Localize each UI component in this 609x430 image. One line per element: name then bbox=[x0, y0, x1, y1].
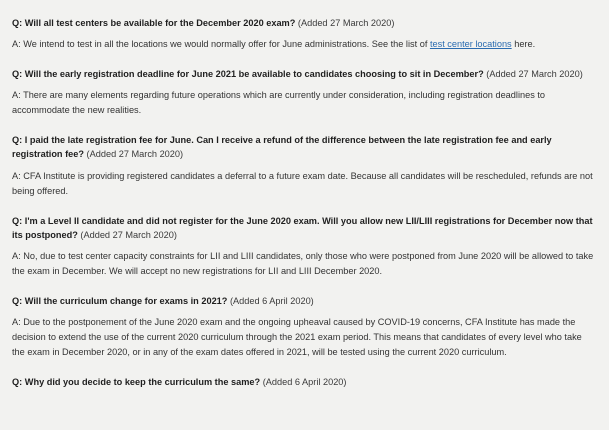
faq-question bbox=[12, 369, 597, 392]
answer-prefix: A: bbox=[12, 170, 21, 181]
question-prefix: Q: bbox=[12, 135, 23, 146]
test-center-locations-link[interactable]: test center locations bbox=[429, 39, 512, 50]
answer-prefix: A: bbox=[12, 39, 21, 50]
faq-item bbox=[12, 369, 597, 392]
question-prefix: Q: bbox=[12, 295, 23, 306]
answer-text: CFA Institute is providing registered candidates a deferral to a future exam date. Because all candidates will be rescheduled, refunds are not being offered. bbox=[12, 170, 593, 196]
question-added-date: (Added 27 March 2020) bbox=[80, 229, 177, 240]
question-prefix: Q: bbox=[12, 215, 23, 226]
answer-text-after-link: here. bbox=[511, 39, 536, 50]
answer-prefix: A: bbox=[12, 90, 21, 101]
question-prefix: Q: bbox=[12, 18, 23, 28]
faq-item bbox=[12, 127, 597, 207]
faq-item bbox=[12, 61, 597, 127]
question-added-date: (Added 6 April 2020) bbox=[262, 376, 347, 387]
question-prefix: Q: bbox=[12, 376, 23, 387]
question-added-date: (Added 27 March 2020) bbox=[86, 149, 184, 160]
question-text: Will the curriculum change for exams in 2021? bbox=[24, 295, 228, 306]
question-text: Will the early registration deadline for June 2021 be available to candidates choosing to sit in December? bbox=[24, 69, 484, 80]
answer-prefix: A: bbox=[12, 317, 21, 328]
answer-text: Due to the postponement of the June 2020 exam and the ongoing upheaval caused by COVID-19 concerns, CFA Institute has made the decision to extend the use of the current 2020 curriculum through the 2021 exam period. This means that candidates of every level who take the exam in December 2020, or in any of the exam dates offered in 2021, will be tested using the current 2020 curriculum. bbox=[12, 317, 582, 357]
faq-question bbox=[12, 10, 597, 33]
answer-prefix: A: bbox=[12, 251, 21, 262]
question-added-date: (Added 6 April 2020) bbox=[229, 295, 314, 306]
faq-answer bbox=[12, 84, 597, 127]
faq-answer bbox=[12, 245, 597, 288]
faq-item bbox=[12, 288, 597, 369]
faq-answer bbox=[12, 165, 597, 208]
faq-item bbox=[12, 208, 597, 288]
faq-question bbox=[12, 127, 597, 165]
question-text: Will all test centers be available for the December 2020 exam? bbox=[24, 18, 296, 28]
question-text: I'm a Level II candidate and did not register for the June 2020 exam. Will you allow new LII/LIII registrations for December now that its postponed? bbox=[12, 215, 593, 240]
answer-text: There are many elements regarding future operations which are currently under consideration, including registration deadlines to accommodate the new realities. bbox=[12, 90, 546, 116]
question-added-date: (Added 27 March 2020) bbox=[297, 18, 395, 28]
faq-question bbox=[12, 61, 597, 84]
question-prefix: Q: bbox=[12, 69, 23, 80]
question-text: I paid the late registration fee for June. Can I receive a refund of the difference between the late registration fee and early registration fee? bbox=[12, 135, 552, 160]
answer-text-before-link: We intend to test in all the locations we would normally offer for June administrations. See the list of bbox=[23, 39, 430, 50]
question-text: Why did you decide to keep the curriculum the same? bbox=[24, 376, 261, 387]
question-added-date: (Added 27 March 2020) bbox=[486, 69, 583, 80]
faq-question bbox=[12, 208, 597, 246]
faq-question bbox=[12, 288, 597, 311]
faq-answer bbox=[12, 33, 597, 61]
answer-text: No, due to test center capacity constraints for LII and LIII candidates, only those who were postponed from June 2020 will be allowed to take the exam in December. We will accept no new registrations for LII and LIII December 2020. bbox=[12, 251, 594, 276]
faq-item bbox=[12, 10, 597, 61]
faq-answer bbox=[12, 311, 597, 369]
